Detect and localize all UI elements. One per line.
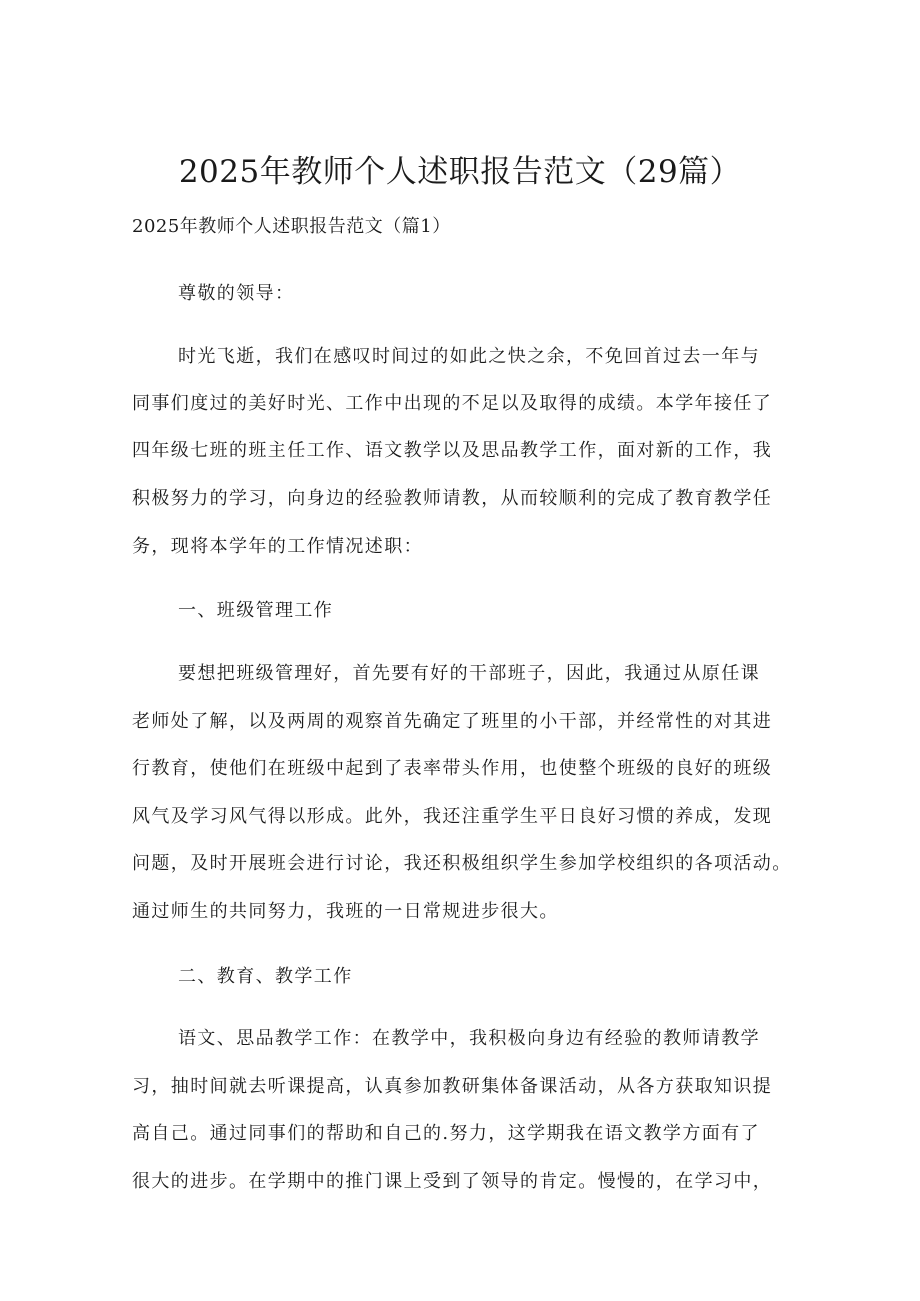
- paragraph-line: 风气及学习风气得以形成。此外，我还注重学生平日良好习惯的养成，发现: [132, 806, 773, 827]
- paragraph-line: 问题，及时开展班会进行讨论，我还积极组织学生参加学校组织的各项活动。: [132, 853, 792, 874]
- paragraph-line: 积极努力的学习，向身边的经验教师请教，从而较顺利的完成了教育教学任: [132, 488, 773, 509]
- paragraph-line: 四年级七班的班主任工作、语文教学以及思品教学工作，面对新的工作，我: [132, 440, 773, 461]
- paragraph-line: 习，抽时间就去听课提高，认真参加教研集体备课活动，从各方获取知识提: [132, 1076, 773, 1097]
- section-heading: 二、教育、教学工作: [178, 966, 353, 987]
- paragraph-line: 高自己。通过同事们的帮助和自己的.努力，这学期我在语文教学方面有了: [132, 1123, 760, 1144]
- paragraph-line: 通过师生的共同努力，我班的一日常规进步很大。: [132, 901, 559, 922]
- section-subtitle: 2025年教师个人述职报告范文（篇1）: [132, 216, 451, 237]
- document-title: 2025年教师个人述职报告范文（29篇）: [178, 154, 742, 190]
- paragraph-line: 务，现将本学年的工作情况述职：: [132, 536, 423, 557]
- paragraph-line: 老师处了解，以及两周的观察首先确定了班里的小干部，并经常性的对其进: [132, 711, 773, 732]
- paragraph-line: 行教育，使他们在班级中起到了表率带头作用，也使整个班级的良好的班级: [132, 758, 773, 779]
- paragraph-line: 时光飞逝，我们在感叹时间过的如此之快之余，不免回首过去一年与: [178, 346, 760, 367]
- salutation: 尊敬的领导：: [178, 283, 295, 304]
- paragraph-line: 语文、思品教学工作：在教学中，我积极向身边有经验的教师请教学: [178, 1028, 760, 1049]
- section-heading: 一、班级管理工作: [178, 600, 334, 621]
- paragraph-line: 很大的进步。在学期中的推门课上受到了领导的肯定。慢慢的，在学习中，: [132, 1171, 773, 1192]
- paragraph-line: 同事们度过的美好时光、工作中出现的不足以及取得的成绩。本学年接任了: [132, 393, 773, 414]
- paragraph-line: 要想把班级管理好，首先要有好的干部班子，因此，我通过从原任课: [178, 663, 760, 684]
